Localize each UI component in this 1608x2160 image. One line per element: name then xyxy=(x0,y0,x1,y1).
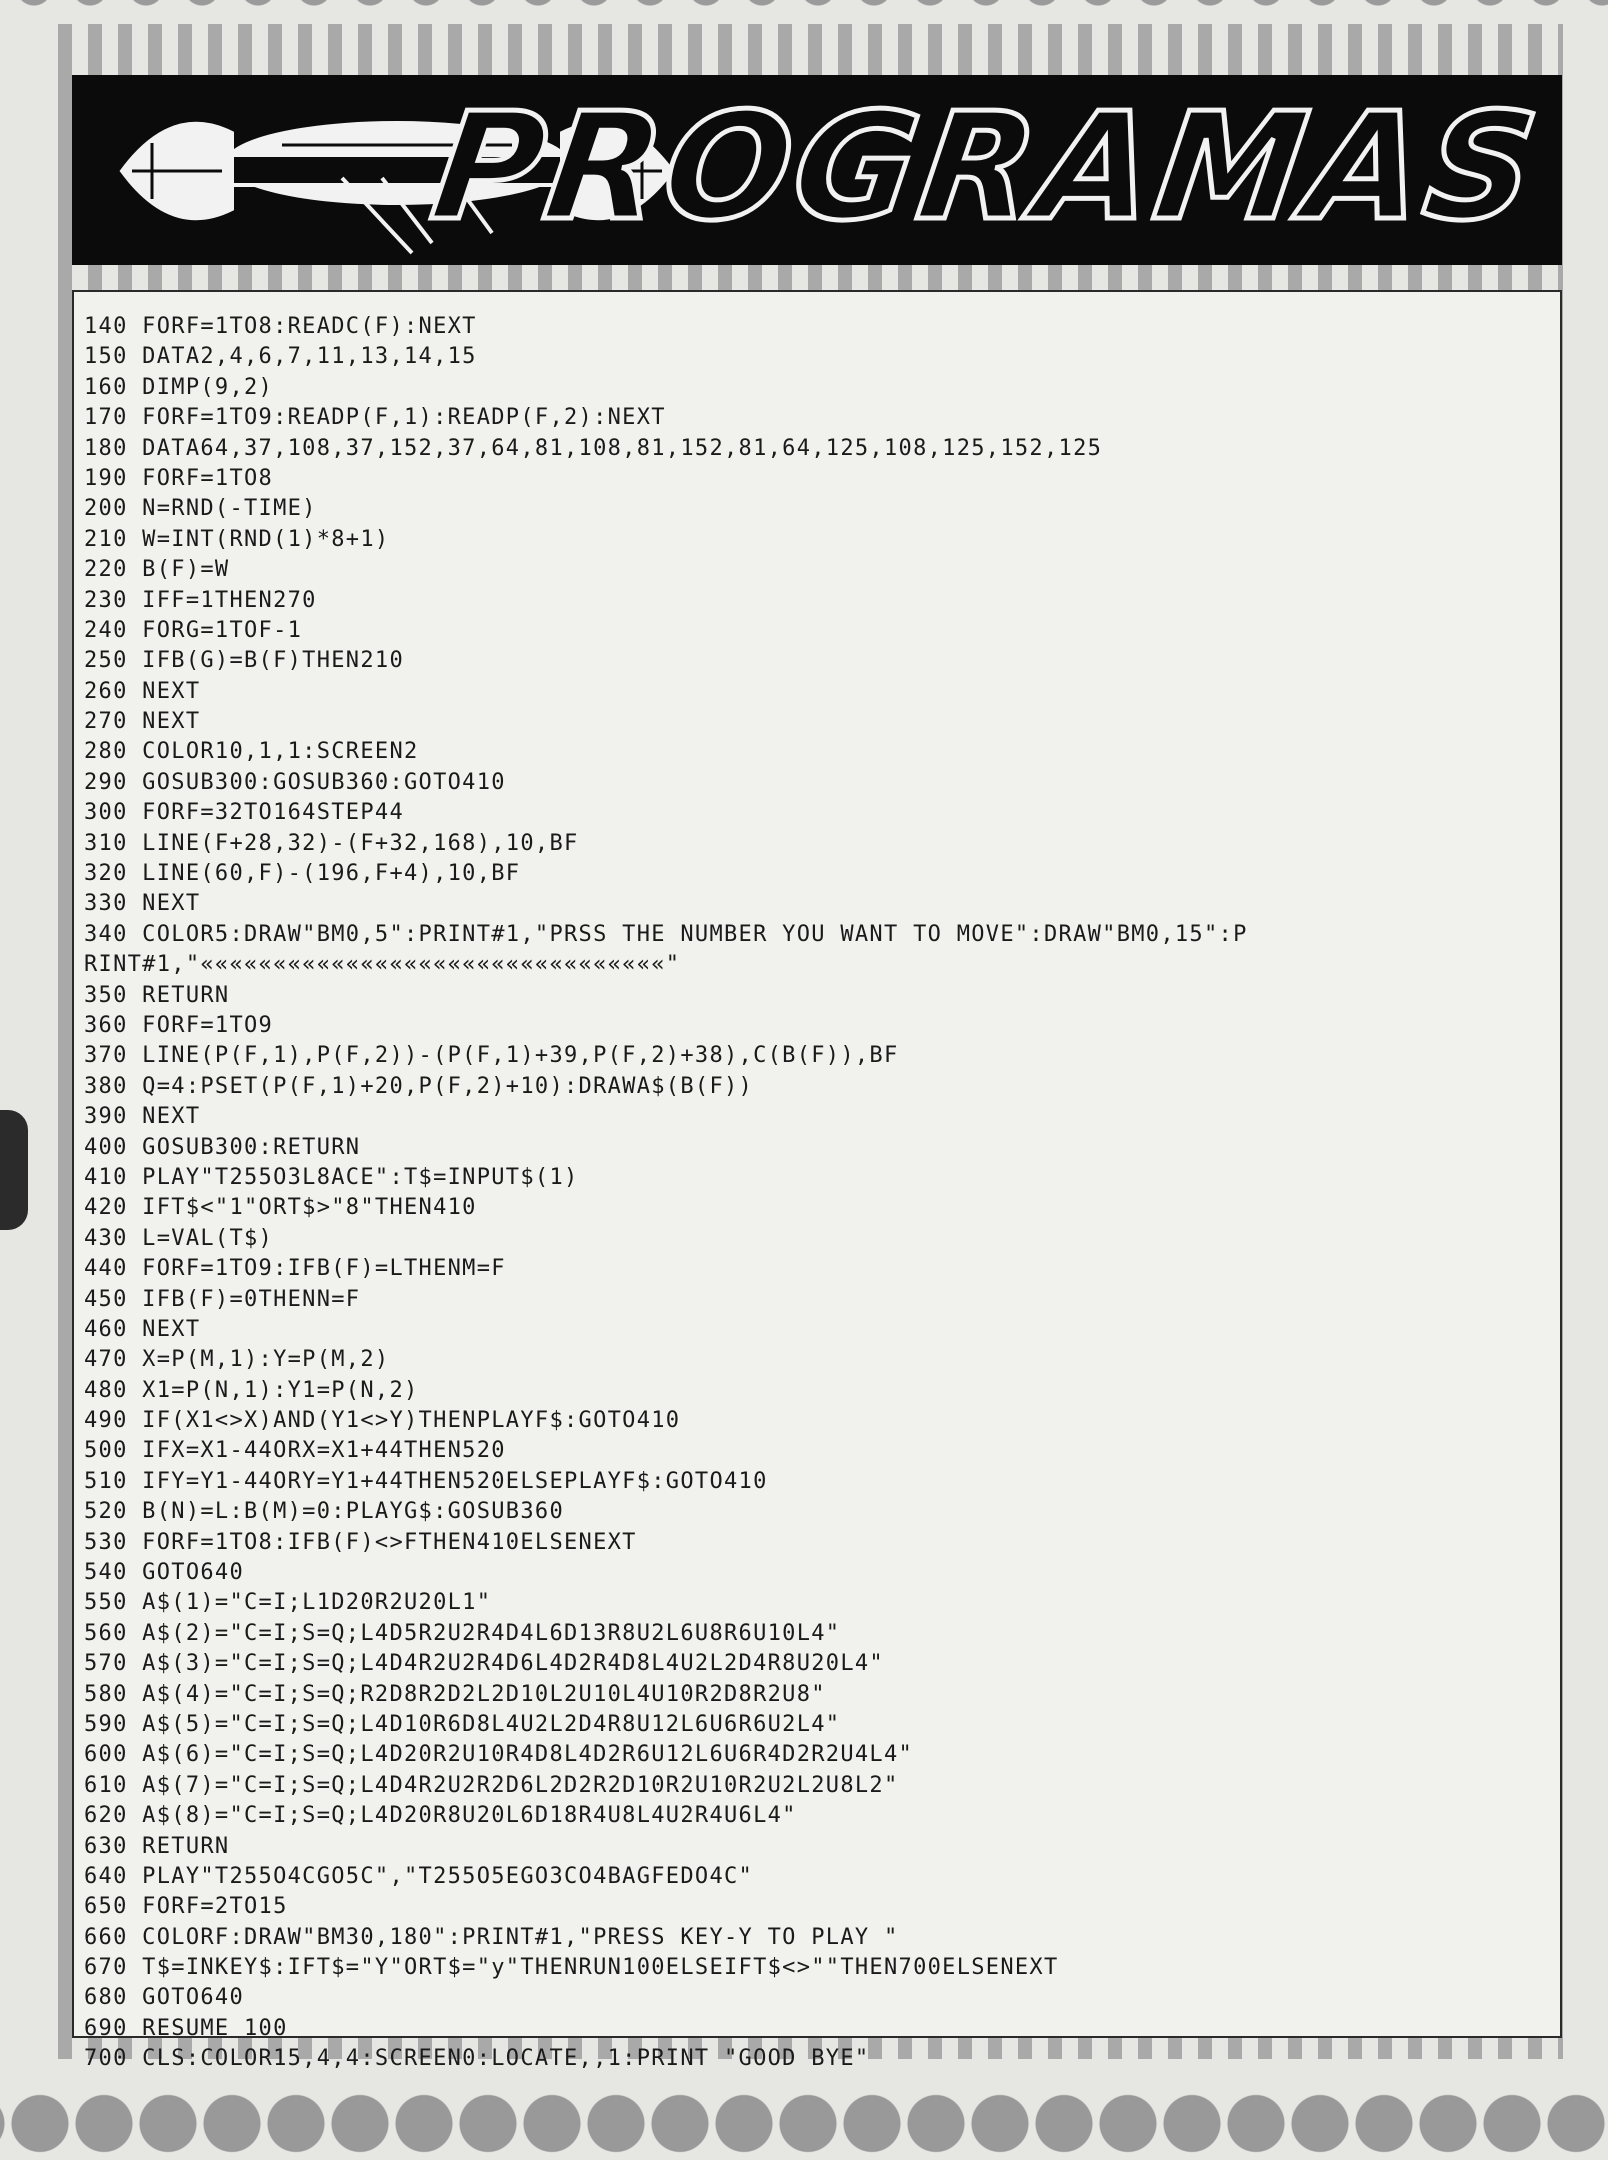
code-line: 200 N=RND(-TIME) xyxy=(84,496,317,522)
code-block xyxy=(84,312,1550,2075)
page-edge-shadow xyxy=(0,1110,28,1230)
code-line: 510 IFY=Y1-44ORY=Y1+44THEN520ELSEPLAYF$:GOTO410 xyxy=(84,1468,768,1494)
code-line: 580 A$(4)="C=I;S=Q;R2D8R2D2L2D10L2U10L4U10R2D8R2U8" xyxy=(84,1681,826,1707)
code-line: 230 IFF=1THEN270 xyxy=(84,587,317,613)
code-line: 650 FORF=2TO15 xyxy=(84,1894,288,1920)
code-line: 630 RETURN xyxy=(84,1833,230,1859)
program-listing xyxy=(72,290,1562,2072)
code-line: 460 NEXT xyxy=(84,1316,201,1342)
code-line: 280 COLOR10,1,1:SCREEN2 xyxy=(84,739,419,765)
code-line: 470 X=P(M,1):Y=P(M,2) xyxy=(84,1347,390,1373)
code-line: 190 FORF=1TO8 xyxy=(84,465,274,491)
code-line: 270 NEXT xyxy=(84,709,201,735)
code-line: 430 L=VAL(T$) xyxy=(84,1225,274,1251)
code-line: 220 B(F)=W xyxy=(84,557,230,583)
code-line: 670 T$=INKEY$:IFT$="Y"ORT$="y"THENRUN100ELSEIFT$<>""THEN700ELSENEXT xyxy=(84,1955,1059,1981)
code-line: 540 GOTO640 xyxy=(84,1560,244,1586)
code-line: 160 DIMP(9,2) xyxy=(84,374,274,400)
code-line: 170 FORF=1TO9:READP(F,1):READP(F,2):NEXT xyxy=(84,405,666,431)
code-line: 390 NEXT xyxy=(84,1104,201,1130)
code-line: 550 A$(1)="C=I;L1D20R2U20L1" xyxy=(84,1590,492,1616)
code-line: 660 COLORF:DRAW"BM30,180":PRINT#1,"PRESS KEY-Y TO PLAY " xyxy=(84,1924,899,1950)
page-title: PROGRAMAS xyxy=(423,81,1551,253)
code-line: 640 PLAY"T255O4CGO5C","T255O5EGO3CO4BAGFEDO4C" xyxy=(84,1863,754,1889)
code-line: 490 IF(X1<>X)AND(Y1<>Y)THENPLAYF$:GOTO410 xyxy=(84,1408,681,1434)
code-line: 600 A$(6)="C=I;S=Q;L4D20R2U10R4D8L4D2R6U12L6U6R4D2R2U4L4" xyxy=(84,1742,914,1768)
code-line: 150 DATA2,4,6,7,11,13,14,15 xyxy=(84,344,477,370)
code-line: 360 FORF=1TO9 xyxy=(84,1012,274,1038)
code-line: 570 A$(3)="C=I;S=Q;L4D4R2U2R4D6L4D2R4D8L4U2L2D4R8U20L4" xyxy=(84,1651,884,1677)
code-line: 560 A$(2)="C=I;S=Q;L4D5R2U2R4D4L6D13R8U2L6U8R6U10L4" xyxy=(84,1620,841,1646)
code-line: 320 LINE(60,F)-(196,F+4),10,BF xyxy=(84,861,521,887)
code-line: 480 X1=P(N,1):Y1=P(N,2) xyxy=(84,1377,419,1403)
code-line: 520 B(N)=L:B(M)=0:PLAYG$:GOSUB360 xyxy=(84,1499,564,1525)
code-line: 250 IFB(G)=B(F)THEN210 xyxy=(84,648,404,674)
code-line: 340 COLOR5:DRAW"BM0,5":PRINT#1,"PRSS THE NUMBER YOU WANT TO MOVE":DRAW"BM0,15":P xyxy=(84,921,1248,947)
code-line: 240 FORG=1TOF-1 xyxy=(84,617,303,643)
code-line: 370 LINE(P(F,1),P(F,2))-(P(F,1)+39,P(F,2)+38),C(B(F)),BF xyxy=(84,1043,899,1069)
code-line: 410 PLAY"T255O3L8ACE":T$=INPUT$(1) xyxy=(84,1164,579,1190)
code-line: 380 Q=4:PSET(P(F,1)+20,P(F,2)+10):DRAWA$(B(F)) xyxy=(84,1073,754,1099)
code-line: 590 A$(5)="C=I;S=Q;L4D10R6D8L4U2L2D4R8U12L6U6R6U2L4" xyxy=(84,1711,841,1737)
code-line: 700 CLS:COLOR15,4,4:SCREEN0:LOCATE,,1:PRINT "GOOD BYE" xyxy=(84,2046,870,2072)
code-line: 330 NEXT xyxy=(84,891,201,917)
code-line: 620 A$(8)="C=I;S=Q;L4D20R8U20L6D18R4U8L4U2R4U6L4" xyxy=(84,1803,797,1829)
header-banner xyxy=(72,75,1562,265)
code-line: 440 FORF=1TO9:IFB(F)=LTHENM=F xyxy=(84,1256,506,1282)
code-line: 350 RETURN xyxy=(84,982,230,1008)
code-line: 680 GOTO640 xyxy=(84,1985,244,2011)
code-line: 610 A$(7)="C=I;S=Q;L4D4R2U2R2D6L2D2R2D10R2U10R2U2L2U8L2" xyxy=(84,1772,899,1798)
code-line: 530 FORF=1TO8:IFB(F)<>FTHEN410ELSENEXT xyxy=(84,1529,637,1555)
bottom-dot-border xyxy=(0,2075,1608,2160)
code-line: 290 GOSUB300:GOSUB360:GOTO410 xyxy=(84,769,506,795)
code-line: 450 IFB(F)=0THENN=F xyxy=(84,1286,361,1312)
code-line: 400 GOSUB300:RETURN xyxy=(84,1134,361,1160)
code-line: 500 IFX=X1-44ORX=X1+44THEN520 xyxy=(84,1438,506,1464)
code-line: 420 IFT$<"1"ORT$>"8"THEN410 xyxy=(84,1195,477,1221)
code-line: 260 NEXT xyxy=(84,678,201,704)
code-line: 210 W=INT(RND(1)*8+1) xyxy=(84,526,390,552)
code-line: 690 RESUME 100 xyxy=(84,2015,288,2041)
code-line: 180 DATA64,37,108,37,152,37,64,81,108,81,152,81,64,125,108,125,152,125 xyxy=(84,435,1103,461)
code-line: 300 FORF=32TO164STEP44 xyxy=(84,800,404,826)
code-line: 310 LINE(F+28,32)-(F+32,168),10,BF xyxy=(84,830,579,856)
code-line: RINT#1,"««««««««««««««««««««««««««««««««" xyxy=(84,952,681,978)
code-line: 140 FORF=1TO8:READC(F):NEXT xyxy=(84,314,477,339)
